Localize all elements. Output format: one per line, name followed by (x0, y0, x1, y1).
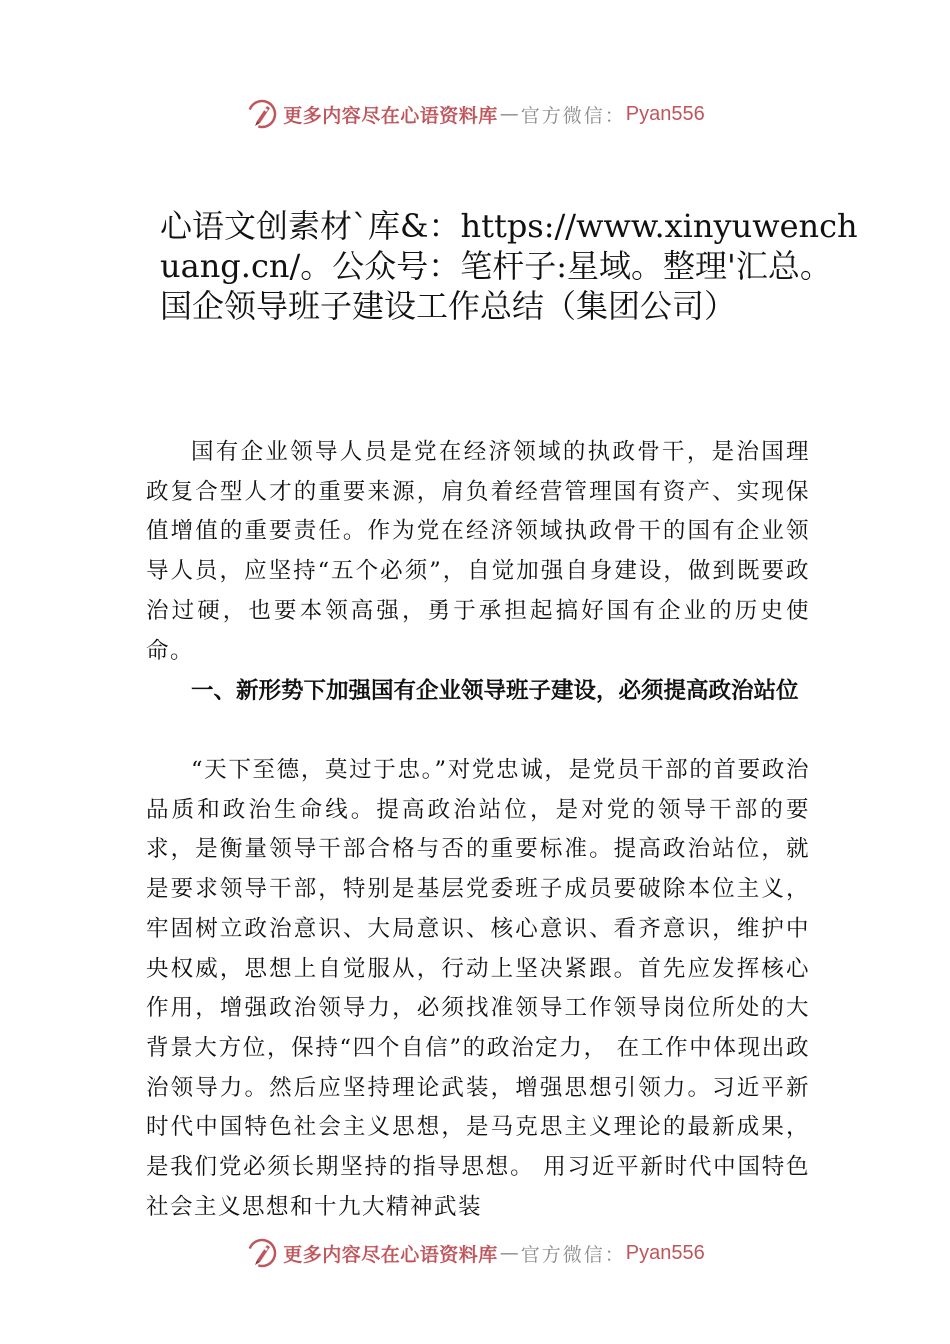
body-paragraph-2: “天下至德，莫过于忠。”对党忠诚，是党员干部的首要政治品质和政治生命线。提高政治站位，是对党的领导干部的要求，是衡量领导干部合格与否的重要标准。提高政治站位，就是要求领导干部，特别是基层党委班子成员要破除本位主义，牢固树立政治意识、大局意识、核心意识、看齐意识，维护中央权威，思想上自觉服从，行动上坚决紧跟。首先应发挥核心作用，增强政治领导力，必须找准领导工作领导岗位所处的大背景大方位，保持“四个自信”的政治定力， 在工作中体现出政治领导力。然后应坚持理论武装，增强思想引领力。习近平新时代中国特色社会主义思想，是马克思主义理论的最新成果，是我们党必须长期坚持的指导思想。 用习近平新时代中国特色社会主义思想和十九大精神武装 (146, 757, 810, 1220)
watermark-wechat-label: 官方微信： (520, 1243, 626, 1266)
document-title: 心语文创素材`库&：https://www.xinyuwenchuang.cn/。公众号：笔杆子:星域。整理'汇总。国企领导班子建设工作总结（集团公司） (160, 207, 858, 325)
watermark-separator: — (499, 103, 519, 125)
watermark-wechat-id: Pyan556 (625, 1241, 705, 1264)
section-heading-1: 一、新形势下加强国有企业领导班子建设，必须提高政治站位 (191, 678, 799, 704)
watermark-brand-text: 更多内容尽在心语资料库 (283, 104, 498, 127)
pen-nib-logo-icon (245, 97, 279, 131)
footer-watermark-banner (0, 1233, 950, 1273)
watermark-wechat-label: 官方微信： (520, 104, 626, 127)
watermark-wechat-id: Pyan556 (625, 102, 705, 125)
body-paragraph-1: 国有企业领导人员是党在经济领域的执政骨干，是治国理政复合型人才的重要来源，肩负着经营管理国有资产、实现保值增值的重要责任。作为党在经济领域执政骨干的国有企业领导人员，应坚持“五个必须”，自觉加强自身建设，做到既要政治过硬，也要本领高强，勇于承担起搞好国有企业的历史使命。 (146, 439, 810, 664)
watermark-separator: — (499, 1242, 519, 1264)
pen-nib-logo-icon (245, 1236, 279, 1270)
watermark-brand-text: 更多内容尽在心语资料库 (283, 1243, 498, 1266)
header-watermark-banner (0, 94, 950, 134)
